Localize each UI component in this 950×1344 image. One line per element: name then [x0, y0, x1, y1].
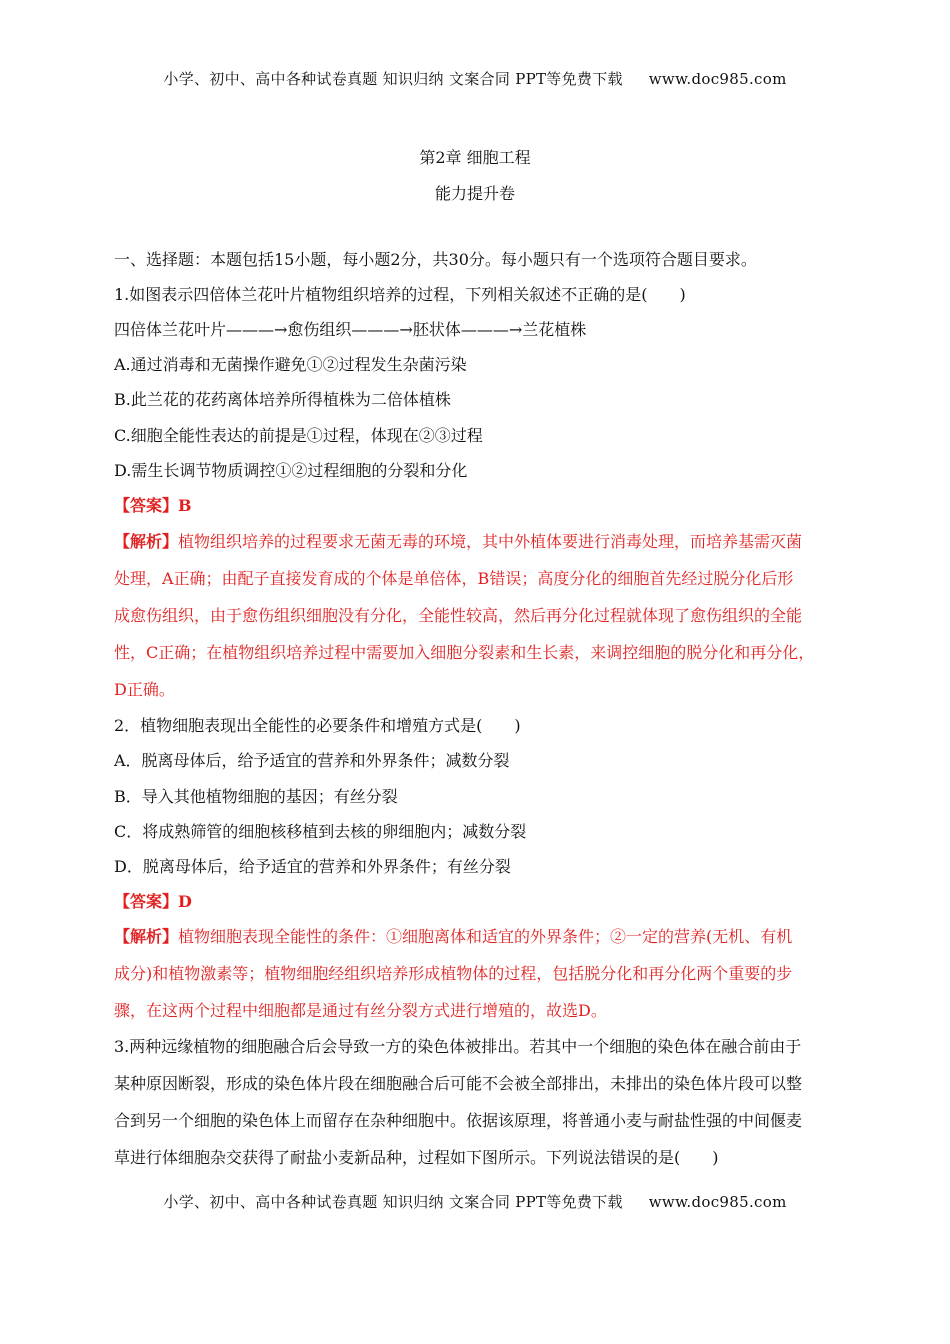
q1-stem: 1.如图表示四倍体兰花叶片植物组织培养的过程，下列相关叙述不正确的是( ) — [114, 285, 686, 304]
q2-analysis-line: 【解析】植物细胞表现全能性的条件：①细胞离体和适宜的外界条件；②一定的营养(无机、有机 — [114, 927, 793, 946]
q1-flow-diagram: 四倍体兰花叶片———→愈伤组织———→胚状体———→兰花植株 — [114, 320, 587, 339]
q1-answer — [114, 494, 192, 518]
q2-option-a: A．脱离母体后，给予适宜的营养和外界条件；减数分裂 — [114, 751, 510, 770]
q3-stem-line: 合到另一个细胞的染色体上而留存在杂种细胞中。依据该原理，将普通小麦与耐盐性强的中间偃麦 — [114, 1111, 803, 1130]
page-footer — [0, 1191, 950, 1212]
q2-analysis-line: 骤，在这两个过程中细胞都是通过有丝分裂方式进行增殖的，故选D。 — [114, 1001, 607, 1020]
q2-analysis-label: 【解析】 — [114, 927, 179, 946]
q2-answer-value: D — [178, 892, 192, 911]
q1-option-a: A.通过消毒和无菌操作避免①②过程发生杂菌污染 — [114, 355, 467, 374]
q3-stem-line: 草进行体细胞杂交获得了耐盐小麦新品种，过程如下图所示。下列说法错误的是( ) — [114, 1148, 719, 1167]
q3-stem-line: 3.两种远缘植物的细胞融合后会导致一方的染色体被排出。若其中一个细胞的染色体在融合前由于 — [114, 1037, 802, 1056]
q2-answer-label: 【答案】 — [114, 892, 179, 911]
chapter-title: 第2章 细胞工程 — [419, 148, 531, 167]
q1-analysis-line: 性，C正确；在植物组织培养过程中需要加入细胞分裂素和生长素，来调控细胞的脱分化和再分化， — [114, 643, 815, 662]
q2-option-c: C．将成熟筛管的细胞核移植到去核的卵细胞内；减数分裂 — [114, 822, 527, 841]
q1-answer-label: 【答案】 — [114, 496, 179, 515]
page-footer-url: www.doc985.com — [648, 1193, 787, 1211]
q1-analysis-line: 处理，A正确；由配子直接发育成的个体是单倍体，B错误；高度分化的细胞首先经过脱分化后形 — [114, 569, 794, 588]
exam-subtitle: 能力提升卷 — [434, 184, 515, 203]
q2-option-b: B．导入其他植物细胞的基因；有丝分裂 — [114, 787, 398, 806]
section-heading: 一、选择题：本题包括15小题，每小题2分，共30分。每小题只有一个选项符合题目要求。 — [114, 250, 757, 269]
q1-option-b: B.此兰花的花药离体培养所得植株为二倍体植株 — [114, 390, 451, 409]
q3-stem-line: 某种原因断裂，形成的染色体片段在细胞融合后可能不会被全部排出，未排出的染色体片段可以整 — [114, 1074, 803, 1093]
page-header — [0, 68, 950, 89]
q2-option-d: D．脱离母体后，给予适宜的营养和外界条件；有丝分裂 — [114, 857, 511, 876]
q2-analysis-line: 成分)和植物激素等；植物细胞经组织培养形成植物体的过程，包括脱分化和再分化两个重要的步 — [114, 964, 793, 983]
q1-analysis-line: D正确。 — [114, 680, 175, 699]
q1-option-d: D.需生长调节物质调控①②过程细胞的分裂和分化 — [114, 461, 468, 480]
q1-option-c: C.细胞全能性表达的前提是①过程，体现在②③过程 — [114, 426, 483, 445]
q1-answer-value: B — [178, 496, 192, 515]
q2-stem: 2．植物细胞表现出全能性的必要条件和增殖方式是( ) — [114, 716, 521, 735]
q1-analysis-line: 成愈伤组织，由于愈伤组织细胞没有分化，全能性较高，然后再分化过程就体现了愈伤组织的全能 — [114, 606, 803, 625]
q1-analysis-label: 【解析】 — [114, 532, 179, 551]
page-header-text: 小学、初中、高中各种试卷真题 知识归纳 文案合同 PPT等免费下载 — [163, 70, 623, 88]
page-footer-text: 小学、初中、高中各种试卷真题 知识归纳 文案合同 PPT等免费下载 — [163, 1193, 623, 1211]
page-header-url: www.doc985.com — [648, 70, 787, 88]
q1-analysis-line: 【解析】植物组织培养的过程要求无菌无毒的环境，其中外植体要进行消毒处理，而培养基需灭菌 — [114, 532, 803, 551]
q2-answer — [114, 890, 192, 914]
